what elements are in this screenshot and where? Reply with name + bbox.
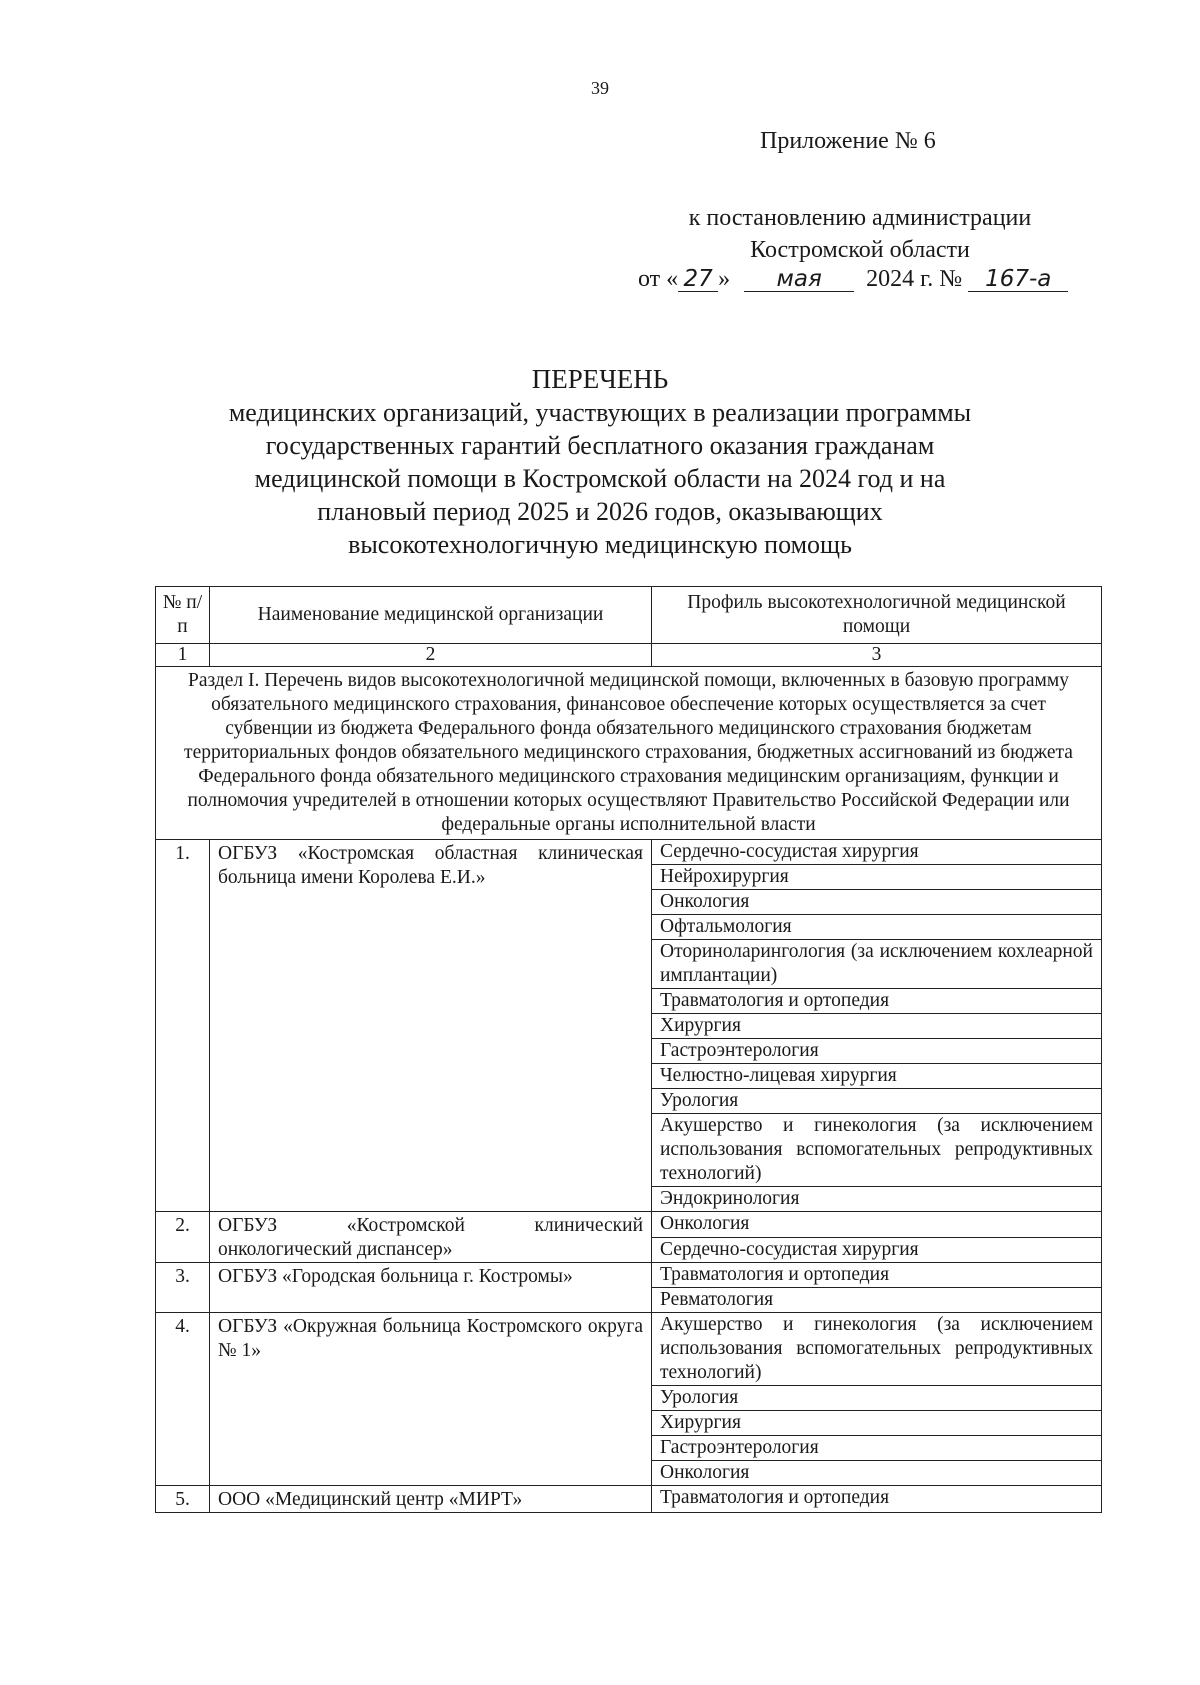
section-heading: Раздел I. Перечень видов высокотехнологичной медицинской помощи, включенных в базовую программу обязательного медицинского страхования, финансовое обеспечение которых осуществляется за счет субвенции из бюджета Федерального фонда обязательного медицинского страхования бюджетам территориальных фондов обязательного медицинского страхования, бюджетных ассигнований из бюджета Федерального фонда обязательного медицинского страхования медицинским организациям, функции и полномочия учредителей в отношении которых осуществляют Правительство Российской Федерации или федеральные органы исполнительной власти bbox=[156, 667, 1102, 840]
decree-date-line bbox=[638, 266, 1068, 293]
header-org: Наименование медицинской организации bbox=[210, 587, 652, 644]
section-heading-row bbox=[156, 667, 1102, 840]
care-profile: Сердечно-сосудистая хирургия bbox=[652, 840, 1102, 865]
column-number-row bbox=[156, 644, 1102, 667]
handwritten-number: 167-а bbox=[968, 267, 1068, 292]
care-profile: Ревматология bbox=[652, 1288, 1102, 1313]
document-title: ПЕРЕЧЕНЬ bbox=[531, 364, 669, 394]
care-profile: Хирургия bbox=[652, 1411, 1102, 1436]
care-profile: Акушерство и гинекология (за исключением использования вспомогательных репродуктивных технологий) bbox=[652, 1313, 1102, 1386]
header-num: № п/п bbox=[156, 587, 210, 644]
column-number: 1 bbox=[156, 644, 210, 667]
organizations-table bbox=[155, 586, 1102, 1513]
care-profile: Онкология bbox=[652, 1212, 1102, 1238]
appendix-label: Приложение № 6 bbox=[760, 128, 936, 154]
care-profile: Сердечно-сосудистая хирургия bbox=[652, 1237, 1102, 1263]
date-prefix: от « bbox=[638, 266, 679, 292]
care-profile: Онкология bbox=[652, 1461, 1102, 1486]
care-profile: Травматология и ортопедия bbox=[652, 1486, 1102, 1513]
care-profile: Офтальмология bbox=[652, 915, 1102, 940]
date-mid: » bbox=[718, 266, 731, 292]
table-row bbox=[156, 1486, 1102, 1513]
table-row bbox=[156, 840, 1102, 865]
organization-name: ОГБУЗ «Костромская областная клиническая больница имени Королева Е.И.» bbox=[210, 840, 652, 1212]
care-profile: Урология bbox=[652, 1089, 1102, 1114]
care-profile: Нейрохирургия bbox=[652, 865, 1102, 890]
organization-name: ООО «Медицинский центр «МИРТ» bbox=[210, 1486, 652, 1513]
care-profile: Травматология и ортопедия bbox=[652, 1263, 1102, 1288]
row-number: 1. bbox=[156, 840, 210, 1212]
care-profile: Эндокринология bbox=[652, 1187, 1102, 1212]
column-number: 2 bbox=[210, 644, 652, 667]
organization-name: ОГБУЗ «Костромской клинический онкологический диспансер» bbox=[210, 1212, 652, 1263]
organization-name: ОГБУЗ «Окружная больница Костромского округа № 1» bbox=[210, 1313, 652, 1486]
care-profile: Урология bbox=[652, 1386, 1102, 1411]
care-profile: Челюстно-лицевая хирургия bbox=[652, 1064, 1102, 1089]
page-number: 39 bbox=[591, 78, 609, 98]
care-profile: Онкология bbox=[652, 890, 1102, 915]
care-profile: Хирургия bbox=[652, 1014, 1102, 1039]
decree-line-1: к постановлению администрации bbox=[688, 205, 1032, 231]
care-profile: Акушерство и гинекология (за исключением использования вспомогательных репродуктивных технологий) bbox=[652, 1114, 1102, 1187]
header-profile: Профиль высокотехнологичной медицинской помощи bbox=[652, 587, 1102, 644]
table-row bbox=[156, 1263, 1102, 1288]
table-header-row bbox=[156, 587, 1102, 644]
document-subtitle: медицинских организаций, участвующих в реализации программы государственных гарантий бесплатного оказания гражданам медицинской помощи в Костромской области на 2024 год и на плановый период 2025 и 2026 годов, оказывающих высокотехнологичную медицинскую помощь bbox=[228, 398, 972, 559]
row-number: 2. bbox=[156, 1212, 210, 1263]
row-number: 5. bbox=[156, 1486, 210, 1513]
decree-reference bbox=[600, 202, 1120, 266]
table-row bbox=[156, 1212, 1102, 1238]
care-profile: Гастроэнтерология bbox=[652, 1039, 1102, 1064]
row-number: 4. bbox=[156, 1313, 210, 1486]
organization-name: ОГБУЗ «Городская больница г. Костромы» bbox=[210, 1263, 652, 1313]
care-profile: Оториноларингология (за исключением кохлеарной имплантации) bbox=[652, 940, 1102, 989]
column-number: 3 bbox=[652, 644, 1102, 667]
care-profile: Травматология и ортопедия bbox=[652, 989, 1102, 1014]
care-profile: Гастроэнтерология bbox=[652, 1436, 1102, 1461]
table-row bbox=[156, 1313, 1102, 1386]
decree-line-2: Костромской области bbox=[750, 237, 970, 263]
row-number: 3. bbox=[156, 1263, 210, 1313]
handwritten-month: мая bbox=[744, 267, 854, 292]
handwritten-day: 27 bbox=[678, 267, 718, 292]
date-year: 2024 г. № bbox=[866, 266, 963, 292]
